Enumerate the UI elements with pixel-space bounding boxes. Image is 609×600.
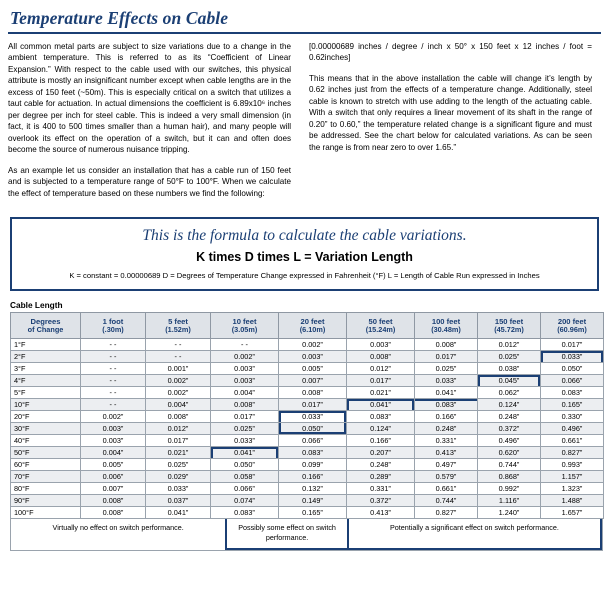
table-cell-value: 0.008”: [415, 339, 478, 351]
column-header-main: 20 feet: [300, 316, 325, 326]
table-cell-degrees: 50°F: [11, 447, 81, 459]
table-header: [11, 313, 604, 339]
column-header-100ft: [415, 313, 478, 339]
column-header-main: 50 feet: [368, 316, 393, 326]
table-cell-value: 0.002”: [146, 375, 211, 387]
table-cell-value: 0.004”: [146, 399, 211, 411]
column-header-main: 200 feet: [557, 316, 587, 326]
footer-note-significant-effect: Potentially a significant effect on switch performance.: [349, 519, 602, 549]
column-header-200ft: [541, 313, 604, 339]
table-cell-value: 0.124”: [478, 399, 541, 411]
table-cell-degrees: 90°F: [11, 495, 81, 507]
table-cell-value: 0.006”: [81, 471, 146, 483]
column-header-sub: of Change: [27, 324, 64, 334]
table-cell-value: 0.012”: [347, 363, 415, 375]
table-cell-value: 0.002”: [146, 387, 211, 399]
table-cell-value: 0.620”: [478, 447, 541, 459]
table-row: [11, 411, 604, 423]
table-cell-value: - -: [146, 351, 211, 363]
table-cell-value: 0.007”: [279, 375, 347, 387]
table-cell-value: 0.331”: [415, 435, 478, 447]
table-cell-degrees: 60°F: [11, 459, 81, 471]
table-cell-degrees: 5°F: [11, 387, 81, 399]
table-cell-value: 0.248”: [478, 411, 541, 423]
table-cell-value: 0.372”: [347, 495, 415, 507]
footer-note-some-effect: Possibly some effect on switch performance.: [225, 519, 349, 549]
table-row: [11, 483, 604, 495]
table-cell-value: 0.661”: [541, 435, 604, 447]
table-cell-value: 0.050”: [541, 363, 604, 375]
column-header-main: 100 feet: [431, 316, 461, 326]
table-cell-value: - -: [81, 363, 146, 375]
table-cell-value: 0.413”: [347, 507, 415, 519]
table-cell-value: 1.157”: [541, 471, 604, 483]
table-cell-value: 0.025”: [211, 423, 279, 435]
table-cell-value: 0.002”: [211, 351, 279, 363]
table-footer-notes: [10, 519, 603, 550]
table-cell-value: 0.166”: [415, 411, 478, 423]
temperature-variation-table: [10, 312, 604, 519]
table-cell-value: 0.050”: [211, 459, 279, 471]
table-cell-value: 0.331”: [347, 483, 415, 495]
page-title: Temperature Effects on Cable: [10, 8, 229, 28]
table-cell-value: 0.033”: [415, 375, 478, 387]
table-cell-value: 0.827”: [415, 507, 478, 519]
column-header-sub: (45.72m): [494, 324, 524, 334]
column-header-150ft: [478, 313, 541, 339]
table-cell-value: 0.037”: [146, 495, 211, 507]
table-cell-value: 0.744”: [478, 459, 541, 471]
table-row: [11, 339, 604, 351]
table-cell-value: 0.007”: [81, 483, 146, 495]
table-cell-value: 0.132”: [279, 483, 347, 495]
table-cell-value: 0.017”: [415, 351, 478, 363]
left-column: [8, 41, 291, 208]
table-row: [11, 363, 604, 375]
right-column: [309, 41, 592, 162]
table-row: [11, 447, 604, 459]
table-cell-value: 1.116”: [478, 495, 541, 507]
body-columns: [8, 41, 601, 208]
table-cell-value: 0.496”: [541, 423, 604, 435]
table-row: [11, 507, 604, 519]
table-cell-value: 0.041”: [415, 387, 478, 399]
table-cell-value: 0.002”: [81, 411, 146, 423]
table-cell-value: - -: [211, 339, 279, 351]
table-cell-degrees: 4°F: [11, 375, 81, 387]
table-cell-value: 0.025”: [415, 363, 478, 375]
column-header-sub: (15.24m): [365, 324, 396, 334]
table-cell-value: 0.993”: [541, 459, 604, 471]
table-cell-degrees: 30°F: [11, 423, 81, 435]
formula-legend: K = constant = 0.00000689 D = Degrees of Temperature Change expressed in Fahrenheit (°F) L = Length of Cable Run expressed in Inches: [69, 271, 540, 281]
table-cell-value: 0.002”: [279, 339, 347, 351]
table-cell-value: 0.038”: [478, 363, 541, 375]
table-cell-value: 0.166”: [279, 471, 347, 483]
table-cell-degrees: 40°F: [11, 435, 81, 447]
table-cell-value: 0.017”: [211, 411, 279, 423]
table-cell-value: 0.005”: [81, 459, 146, 471]
table-cell-value: 0.083”: [347, 411, 415, 423]
table-cell-value: - -: [146, 339, 211, 351]
table-cell-degrees: 100°F: [11, 507, 81, 519]
table-cell-value: 1.323”: [541, 483, 604, 495]
column-header-main: 10 feet: [232, 316, 257, 326]
table-cell-degrees: 3°F: [11, 363, 81, 375]
table-row: [11, 423, 604, 435]
table-cell-value: 0.033”: [279, 411, 347, 423]
table-cell-value: 0.008”: [81, 507, 146, 519]
column-header-5ft: [146, 313, 211, 339]
table-cell-value: 0.166”: [347, 435, 415, 447]
table-cell-value: 0.008”: [279, 387, 347, 399]
column-header-main: 1 foot: [102, 316, 124, 326]
table-cell-value: 0.033”: [541, 351, 604, 363]
table-cell-degrees: 20°F: [11, 411, 81, 423]
table-cell-value: - -: [81, 375, 146, 387]
table-row: [11, 495, 604, 507]
table-cell-degrees: 10°F: [11, 399, 81, 411]
table-cell-value: 0.004”: [81, 447, 146, 459]
table-cell-value: 0.124”: [347, 423, 415, 435]
table-cell-value: 0.003”: [211, 363, 279, 375]
paragraph: All common metal parts are subject to size variations due to a change in the ambient temperature. This is referred to as its “Coefficient of Linear Expansion.” With respect to the cable used with our switches, this physical attribute is mostly an insignificant number except when cable lengths are in the excess of 150 feet (~50m). This is especially critical on a switch that utilizes a taut cable for actuation. In actual dimensions the coefficient is 6.89x10⁶ inches per degree per inch for steel cable. This is indeed a very small dimension (in fact, it is 400 to 500 times smaller than a human hair), and many people will overlook its effect on the operation of a switch, but it can and often does become the source of numerous nuisance tripping.: [8, 42, 291, 155]
column-header-sub: (3.05m): [231, 324, 258, 334]
column-header-20ft: [279, 313, 347, 339]
table-row: [11, 459, 604, 471]
table-cell-value: 0.017”: [541, 339, 604, 351]
table-cell-value: 0.008”: [211, 399, 279, 411]
table-cell-value: 0.025”: [478, 351, 541, 363]
table-cell-value: 0.248”: [415, 423, 478, 435]
table-cell-degrees: 2°F: [11, 351, 81, 363]
table-cell-value: 0.099”: [279, 459, 347, 471]
table-cell-value: 0.050”: [279, 423, 347, 435]
table-cell-value: 0.012”: [146, 423, 211, 435]
table-caption: Cable Length: [10, 300, 63, 311]
table-cell-value: 0.248”: [347, 459, 415, 471]
table-cell-value: 0.017”: [279, 399, 347, 411]
table-cell-value: 0.083”: [211, 507, 279, 519]
table-cell-value: 0.041”: [146, 507, 211, 519]
table-cell-value: 0.003”: [347, 339, 415, 351]
table-cell-value: 0.413”: [415, 447, 478, 459]
table-header-row: [11, 313, 604, 339]
table-cell-value: 0.033”: [211, 435, 279, 447]
table-row: [11, 351, 604, 363]
table-cell-value: 0.083”: [541, 387, 604, 399]
table-cell-degrees: 70°F: [11, 471, 81, 483]
table-cell-value: 0.579”: [415, 471, 478, 483]
table-cell-value: 0.003”: [279, 351, 347, 363]
formula-heading: This is the formula to calculate the cable variations.: [142, 227, 467, 245]
table-cell-value: 0.041”: [347, 399, 415, 411]
table-cell-value: 0.008”: [146, 411, 211, 423]
table-cell-degrees: 1°F: [11, 339, 81, 351]
column-header-sub: (60.96m): [557, 324, 587, 334]
table-cell-value: 0.289”: [347, 471, 415, 483]
table-cell-value: 0.005”: [279, 363, 347, 375]
table-cell-value: - -: [81, 399, 146, 411]
table-cell-value: 0.062”: [478, 387, 541, 399]
table-cell-value: 0.992”: [478, 483, 541, 495]
column-header-sub: (6.10m): [299, 324, 326, 334]
table-cell-value: 0.066”: [279, 435, 347, 447]
formula-box: [10, 217, 599, 291]
table-cell-value: 0.003”: [81, 435, 146, 447]
column-header-main: 5 feet: [168, 316, 188, 326]
table-cell-value: 0.041”: [211, 447, 279, 459]
table-cell-value: 0.001”: [146, 363, 211, 375]
table-cell-value: 1.488”: [541, 495, 604, 507]
table-cell-value: 1.657”: [541, 507, 604, 519]
table-cell-value: 0.058”: [211, 471, 279, 483]
paragraph: [0.00000689 inches / degree / inch x 50° x 150 feet x 12 inches / foot = 0.62inches]: [309, 42, 592, 63]
table-cell-value: 0.003”: [81, 423, 146, 435]
table-cell-value: 0.008”: [347, 351, 415, 363]
paragraph: As an example let us consider an installation that has a cable run of 150 feet and is subjected to a temperature range of 50°F to 100°F. When we calculate the effect of temperature based on these numbers we find the following:: [8, 165, 291, 198]
paragraph: This means that in the above installation the cable will change it’s length by 0.62 inches just from the effects of a temperature change. Additionally, steel cable is known to stretch with use adding to the length of the actuating cable. With a switch that only requires a linear movement of its shaft in the range of 0.20” to 0.60,” the temperature related change is a significant figure and must be addressed. See the chart below for calculated variations. As can be seen the range is from near zero to over 1.65.”: [309, 73, 592, 152]
footer-note-no-effect: Virtually no effect on switch performance.: [52, 523, 184, 533]
table-cell-value: 0.827”: [541, 447, 604, 459]
table-cell-value: 0.008”: [81, 495, 146, 507]
table-cell-value: 0.083”: [279, 447, 347, 459]
table-cell-value: 0.661”: [415, 483, 478, 495]
table-cell-value: 0.868”: [478, 471, 541, 483]
column-header-sub: (30.48m): [431, 324, 461, 334]
table-cell-value: 0.330”: [541, 411, 604, 423]
column-header-10ft: [211, 313, 279, 339]
title-divider: [8, 32, 601, 34]
table-cell-value: 0.017”: [146, 435, 211, 447]
table-row: [11, 435, 604, 447]
table-cell-value: 0.149”: [279, 495, 347, 507]
table-cell-value: 0.021”: [146, 447, 211, 459]
table-cell-value: - -: [81, 387, 146, 399]
column-header-sub: (.30m): [102, 324, 124, 334]
column-header-50ft: [347, 313, 415, 339]
table-cell-value: 0.066”: [541, 375, 604, 387]
table-cell-value: 0.017”: [347, 375, 415, 387]
formula-equation: K times D times L = Variation Length: [196, 250, 413, 265]
table-body: [11, 339, 604, 519]
table-cell-value: 0.066”: [211, 483, 279, 495]
table-row: [11, 399, 604, 411]
table-cell-value: 0.207”: [347, 447, 415, 459]
table-cell-value: 0.372”: [478, 423, 541, 435]
column-header-degrees: [11, 313, 81, 339]
table-row: [11, 375, 604, 387]
column-header-1ft: [81, 313, 146, 339]
column-header-sub: (1.52m): [165, 324, 191, 334]
table-cell-value: 0.045”: [478, 375, 541, 387]
table-cell-value: 0.029”: [146, 471, 211, 483]
table-cell-value: 1.240”: [478, 507, 541, 519]
table-cell-value: - -: [81, 351, 146, 363]
table-cell-value: 0.021”: [347, 387, 415, 399]
table-cell-value: 0.165”: [541, 399, 604, 411]
table-cell-value: 0.004”: [211, 387, 279, 399]
table-row: [11, 387, 604, 399]
table-cell-value: 0.496”: [478, 435, 541, 447]
table-cell-degrees: 80°F: [11, 483, 81, 495]
column-header-main: Degrees: [30, 316, 61, 326]
table-cell-value: 0.497”: [415, 459, 478, 471]
table-cell-value: 0.025”: [146, 459, 211, 471]
column-header-main: 150 feet: [494, 316, 524, 326]
table-cell-value: 0.744”: [415, 495, 478, 507]
table-cell-value: 0.074”: [211, 495, 279, 507]
table-cell-value: 0.012”: [478, 339, 541, 351]
table-cell-value: - -: [81, 339, 146, 351]
table-row: [11, 471, 604, 483]
table-cell-value: 0.083”: [415, 399, 478, 411]
table-cell-value: 0.003”: [211, 375, 279, 387]
table-cell-value: 0.165”: [279, 507, 347, 519]
table-cell-value: 0.033”: [146, 483, 211, 495]
